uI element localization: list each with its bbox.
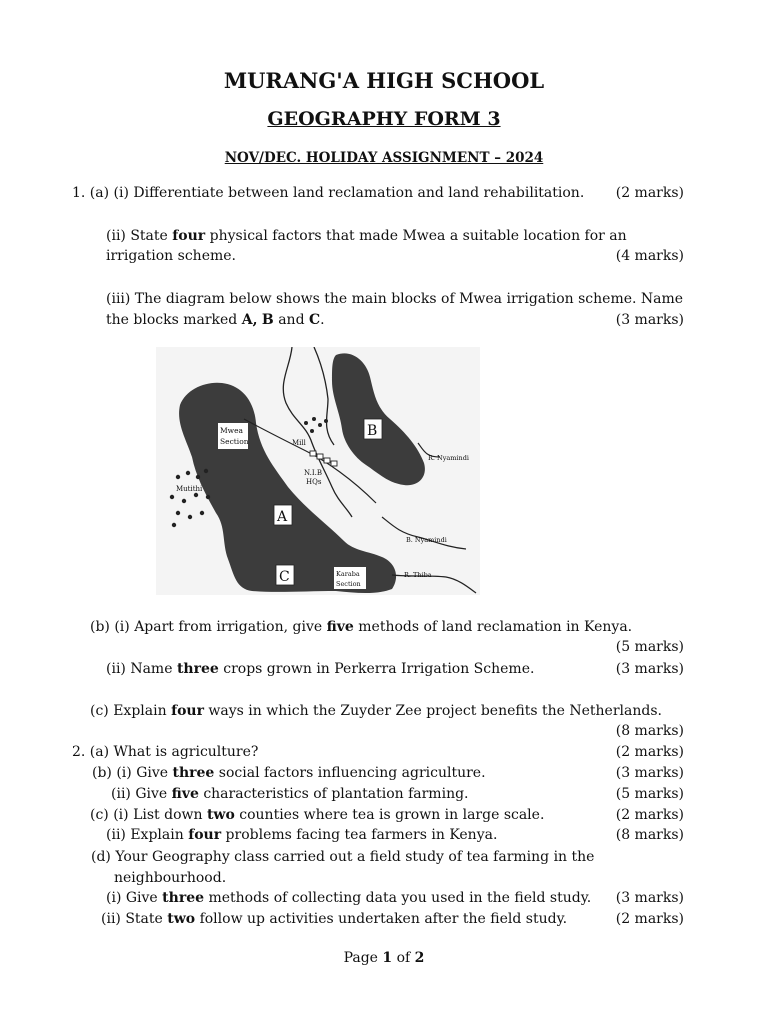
q2-d-ii-post: follow up activities undertaken after the field study. <box>195 911 568 927</box>
q2-b-ii <box>111 785 469 803</box>
q1-b-i-marks: (5 marks) <box>615 639 684 655</box>
q2-c-ii-marks: (8 marks) <box>615 827 684 843</box>
q2-d-line1: (d) Your Geography class carried out a field study of tea farming in the <box>91 849 595 865</box>
q1-a-iii-line2 <box>106 311 325 329</box>
q1-a-iii-pre: the blocks marked <box>106 312 242 328</box>
q1-c-marks: (8 marks) <box>615 723 684 739</box>
q1-a-iii-mid2: and <box>273 312 309 328</box>
q2-b-ii-pre: (ii) Give <box>111 786 172 802</box>
r-nyamindi-label: R. Nyamindi <box>428 454 469 462</box>
q2-b-i-marks: (3 marks) <box>615 765 684 781</box>
q1-b-i-pre: (b) (i) Apart from irrigation, give <box>90 619 327 635</box>
assignment-title <box>0 150 768 166</box>
q2-d-i-pre: (i) Give <box>106 890 163 906</box>
karaba-label-2: Section <box>336 580 361 588</box>
q2-c-i-marks: (2 marks) <box>615 807 684 823</box>
q1-b-i <box>90 618 632 636</box>
q2-b-ii-marks: (5 marks) <box>615 786 684 802</box>
q2-c-i-bold: two <box>206 807 235 823</box>
q2-b-i <box>92 764 486 782</box>
q1-b-i-bold: five <box>326 619 354 635</box>
q1-a-iii-post: . <box>320 312 325 328</box>
q1-a-i: 1. (a) (i) Differentiate between land reclamation and land rehabilitation. <box>72 185 585 201</box>
footer-page-number: 1 <box>382 950 393 966</box>
label-b: B <box>367 423 378 439</box>
mill-label: Mill <box>292 439 306 447</box>
q2-b-i-post: social factors influencing agriculture. <box>214 765 486 781</box>
q1-a-iii-b2: B <box>261 312 274 328</box>
mwea-irrigation-map <box>156 347 480 595</box>
q2-c-ii-post: problems facing tea farmers in Kenya. <box>221 827 498 843</box>
q2-b-ii-post: characteristics of plantation farming. <box>198 786 469 802</box>
q1-a-i-marks: (2 marks) <box>615 185 684 201</box>
q2-d-ii-marks: (2 marks) <box>615 911 684 927</box>
school-title: MURANG'A HIGH SCHOOL <box>223 68 545 93</box>
q2-b-i-pre: (b) (i) Give <box>92 765 173 781</box>
nib-label-2: HQs <box>306 478 322 486</box>
nib-label-1: N.I.B <box>304 469 323 477</box>
q2-c-i-post: counties where tea is grown in large scale. <box>234 807 545 823</box>
label-a: A <box>277 509 288 525</box>
q2-c-i-pre: (c) (i) List down <box>90 807 207 823</box>
b-nyamindi-label: B. Nyamindi <box>406 536 447 544</box>
q1-a-iii-b1: A, <box>241 312 258 328</box>
q2-d-ii-pre: (ii) State <box>101 911 168 927</box>
karaba-label-1: Karaba <box>336 570 360 578</box>
q2-a: 2. (a) What is agriculture? <box>72 744 259 760</box>
assignment-title-text: NOV/DEC. HOLIDAY ASSIGNMENT – 2024 <box>224 150 544 166</box>
q2-d-i-marks: (3 marks) <box>615 890 684 906</box>
q2-b-ii-bold: five <box>171 786 199 802</box>
r-thiba-label: R. Thiba <box>404 571 432 579</box>
q1-a-ii-post: physical factors that made Mwea a suitable location for an <box>205 228 627 244</box>
q1-c-post: ways in which the Zuyder Zee project benefits the Netherlands. <box>203 703 662 719</box>
footer-page-total: 2 <box>414 950 425 966</box>
q1-a-iii-b3: C <box>308 312 321 328</box>
q1-c-bold: four <box>171 703 204 719</box>
q2-c-ii <box>106 826 497 844</box>
q1-a-ii <box>106 227 627 245</box>
q2-b-i-bold: three <box>172 765 215 781</box>
q1-b-ii-marks: (3 marks) <box>615 661 684 677</box>
q1-b-ii <box>106 660 534 678</box>
mwea-section-label-1: Mwea <box>220 426 244 435</box>
q1-a-ii-marks: (4 marks) <box>615 248 684 264</box>
q2-d-i-post: methods of collecting data you used in the field study. <box>204 890 592 906</box>
q2-a-marks: (2 marks) <box>615 744 684 760</box>
subject-title-text: GEOGRAPHY FORM 3 <box>267 108 501 130</box>
q1-a-ii-line2: irrigation scheme. <box>106 248 236 264</box>
q1-b-i-post: methods of land reclamation in Kenya. <box>353 619 633 635</box>
label-c: C <box>279 569 290 585</box>
q2-c-i <box>90 806 544 824</box>
q2-d-ii <box>101 910 567 928</box>
footer-mid: of <box>392 950 415 966</box>
q2-d-i-bold: three <box>162 890 205 906</box>
page-footer <box>0 950 768 966</box>
q1-a-ii-pre: (ii) State <box>106 228 173 244</box>
q2-c-ii-bold: four <box>188 827 222 843</box>
q1-b-ii-post: crops grown in Perkerra Irrigation Scheme. <box>218 661 535 677</box>
subject-title <box>0 108 768 130</box>
mwea-section-label-2: Section <box>220 437 249 446</box>
q2-c-ii-pre: (ii) Explain <box>106 827 189 843</box>
q1-c-pre: (c) Explain <box>90 703 172 719</box>
footer-pre: Page <box>343 950 383 966</box>
q1-b-ii-pre: (ii) Name <box>106 661 177 677</box>
mutithi-label: Mutithi <box>176 485 203 493</box>
q2-d-i <box>106 889 591 907</box>
q1-c <box>90 702 662 720</box>
q2-d-ii-bold: two <box>167 911 196 927</box>
q1-a-iii-marks: (3 marks) <box>615 312 684 328</box>
q2-d-line2: neighbourhood. <box>114 870 227 886</box>
q1-a-ii-bold: four <box>172 228 206 244</box>
q1-a-iii-line1: (iii) The diagram below shows the main blocks of Mwea irrigation scheme. Name <box>106 291 684 307</box>
q1-b-ii-bold: three <box>176 661 219 677</box>
